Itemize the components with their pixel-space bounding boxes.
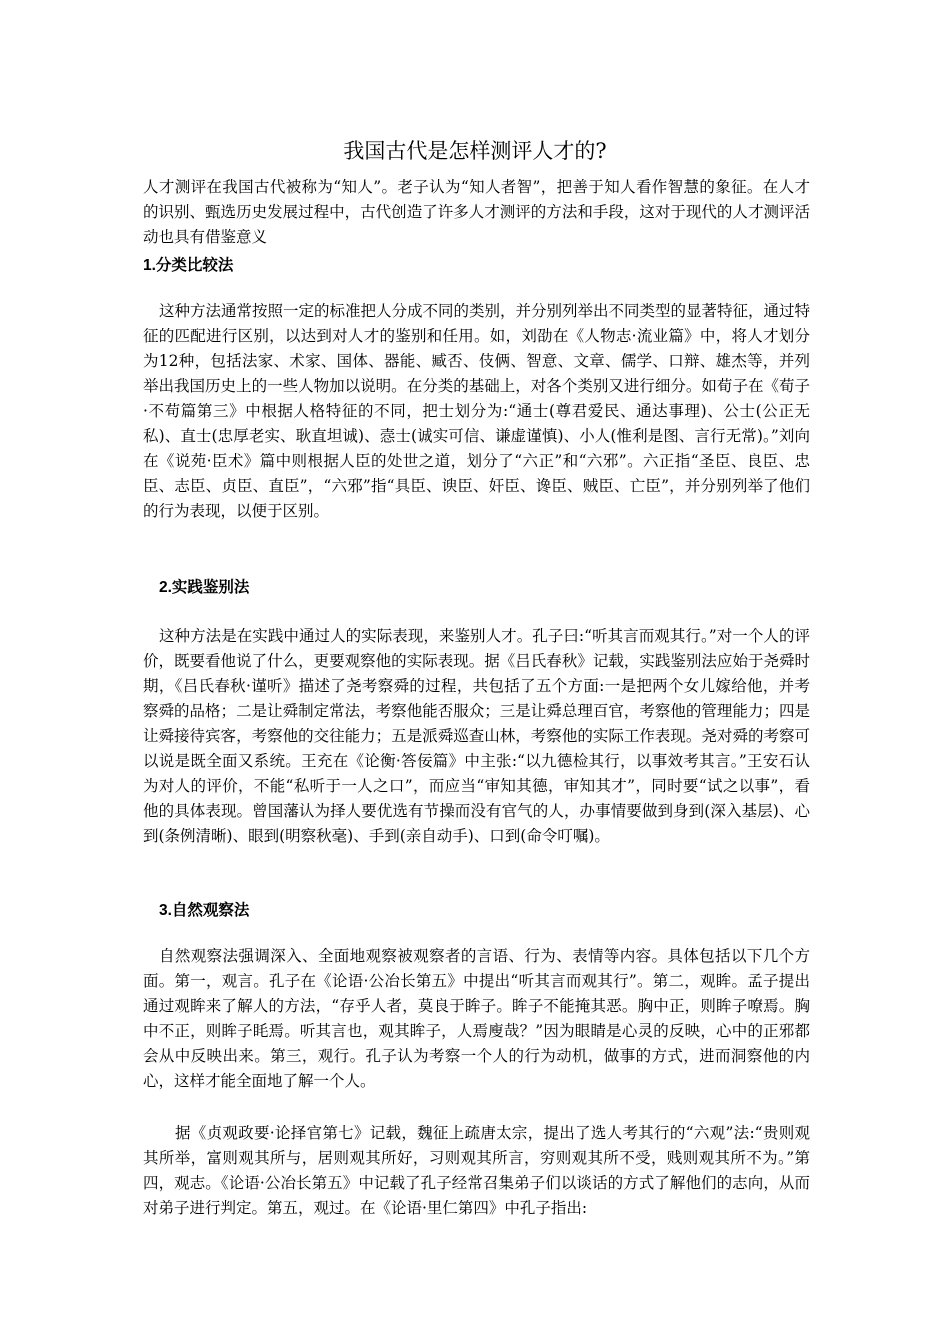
section-paragraph-practice: 这种方法是在实践中通过人的实际表现，来鉴别人才。孔子曰:“听其言而观其行。”对一个人的评价，既要看他说了什么，更要观察他的实际表现。据《吕氏春秋》记载，实践鉴别法应始于尧舜时期，《吕氏春秋·谨听》描述了尧考察舜的过程，共包括了五个方面:一是把两个女儿嫁给他，并考察舜的品格；二是让舜制定常法，考察他能否服众；三是让舜总理百官，考察他的管理能力；四是让舜接待宾客，考察他的交往能力；五是派舜巡查山林，考察他的实际工作表现。尧对舜的考察可以说是既全面又系统。王充在《论衡·答佞篇》中主张:“以九德检其行，以事效考其言。”王安石认为对人的评价，不能“私听于一人之口”，而应当“审知其德，审知其才”，同时要“试之以事”，看他的具体表现。曾国藩认为择人要优选有节操而没有官气的人，办事情要做到身到(深入基层)、心到(条例清晰)、眼到(明察秋毫)、手到(亲自动手)、口到(命令叮嘱)。 xyxy=(143,627,810,845)
document-title: 我国古代是怎样测评人才的? xyxy=(343,139,607,163)
section-paragraph-observation-2: 据《贞观政要·论择官第七》记载，魏征上疏唐太宗，提出了选人考其行的“六观”法:“贵则观其所举，富则观其所与，居则观其所好，习则观其所言，穷则观其所不受，贱则观其所不为。”第四，观志。《论语·公冶长第五》中记载了孔子经常召集弟子们以谈话的方式了解他们的志向，从而对弟子进行判定。第五，观过。在《论语·里仁第四》中孔子指出: xyxy=(143,1124,810,1217)
section-heading-observation: 3.自然观察法 xyxy=(159,902,250,919)
intro-paragraph: 人才测评在我国古代被称为“知人”。老子认为“知人者智”，把善于知人看作智慧的象征。在人才的识别、甄选历史发展过程中，古代创造了许多人才测评的方法和手段，这对于现代的人才测评活动也具有借鉴意义 xyxy=(143,178,810,246)
section-paragraph-classification: 这种方法通常按照一定的标准把人分成不同的类别，并分别列举出不同类型的显著特征，通过特征的匹配进行区别，以达到对人才的鉴别和任用。如，刘劭在《人物志·流业篇》中，将人才划分为12种，包括法家、术家、国体、器能、臧否、伎俩、智意、文章、儒学、口辩、雄杰等，并列举出我国历史上的一些人物加以说明。在分类的基础上，对各个类别又进行细分。如荀子在《荀子·不苟篇第三》中根据人格特征的不同，把士划分为:“通士(尊君爱民、通达事理)、公士(公正无私)、直士(忠厚老实、耿直坦诚)、悫士(诚实可信、谦虚谨慎)、小人(惟利是图、言行无常)。”刘向在《说苑·臣术》篇中则根据人臣的处世之道，划分了“六正”和“六邪”。六正指“圣臣、良臣、忠臣、志臣、贞臣、直臣”，“六邪”指“具臣、谀臣、奸臣、谗臣、贼臣、亡臣”，并分别列举了他们的行为表现，以便于区别。 xyxy=(143,302,811,520)
section-heading-classification: 1.分类比较法 xyxy=(143,257,234,274)
section-heading-practice: 2.实践鉴别法 xyxy=(159,579,250,596)
section-paragraph-observation-1: 自然观察法强调深入、全面地观察被观察者的言语、行为、表情等内容。具体包括以下几个方面。第一，观言。孔子在《论语·公冶长第五》中提出“听其言而观其行”。第二，观眸。孟子提出通过观眸来了解人的方法，“存乎人者，莫良于眸子。眸子不能掩其恶。胸中正，则眸子嘹焉。胸中不正，则眸子眊焉。听其言也，观其眸子，人焉廋哉？”因为眼睛是心灵的反映，心中的正邪都会从中反映出来。第三，观行。孔子认为考察一个人的行为动机，做事的方式，进而洞察他的内心，这样才能全面地了解一个人。 xyxy=(143,947,810,1090)
